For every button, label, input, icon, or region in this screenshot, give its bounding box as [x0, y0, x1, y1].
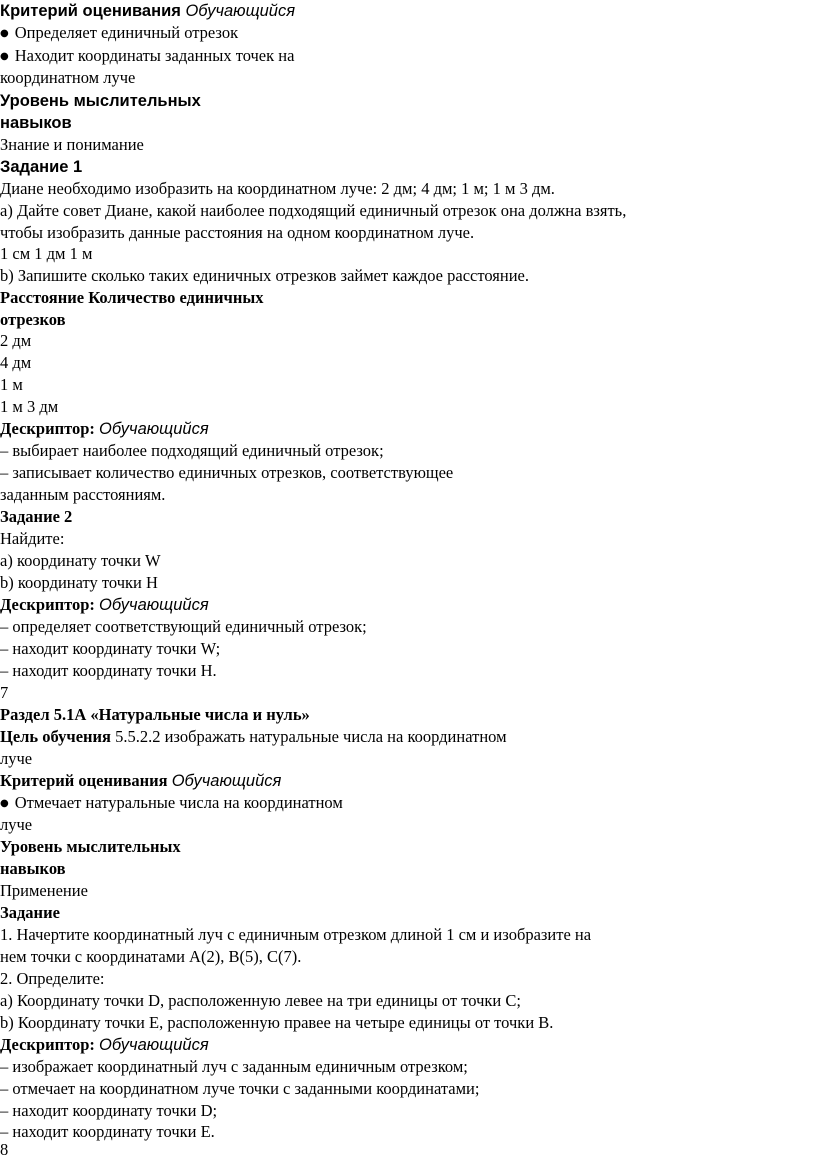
- distance-item: 2 дм: [0, 331, 32, 350]
- task-line: 2. Определите:: [0, 969, 105, 988]
- descriptor-heading: Дескриптор: Обучающийся: [0, 419, 209, 438]
- task1-title: Задание 1: [0, 158, 83, 176]
- task1-line: b) Запишите сколько таких единичных отрезков займет каждое расстояние.: [0, 266, 529, 285]
- descriptor-heading: Дескриптор: Обучающийся: [0, 1035, 209, 1054]
- distance-item: 4 дм: [0, 353, 32, 372]
- descriptor2-heading: Дескриптор: Обучающийся: [0, 595, 209, 614]
- task2-line: b) координату точки H: [0, 573, 158, 592]
- page-number: 8: [0, 1140, 9, 1159]
- task1-line: 1 см 1 дм 1 м: [0, 244, 93, 263]
- task1-line: Диане необходимо изобразить на координатном луче: 2 дм; 4 дм; 1 м; 1 м 3 дм.: [0, 179, 555, 198]
- level-label: Уровень мыслительных: [0, 837, 181, 856]
- task-line: нем точки с координатами A(2), B(5), C(7).: [0, 947, 302, 966]
- bullet-icon: ●: [0, 798, 9, 809]
- level-value: Применение: [0, 881, 88, 900]
- descriptor2-line: – находит координату точки W;: [0, 639, 221, 658]
- table-header: Расстояние Количество единичных: [0, 288, 264, 307]
- page-number: 7: [0, 683, 9, 702]
- level-value: Знание и понимание: [0, 135, 144, 154]
- task-line: b) Координату точки E, расположенную правее на четыре единицы от точки B.: [0, 1013, 554, 1032]
- task-line: а) Координату точки D, расположенную левее на три единицы от точки C;: [0, 991, 521, 1010]
- bullet-icon: ●: [0, 28, 9, 39]
- descriptor-line: – находит координату точки D;: [0, 1101, 218, 1120]
- descriptor-line: – выбирает наиболее подходящий единичный отрезок;: [0, 441, 384, 460]
- descriptor-line: – находит координату точки E.: [0, 1122, 215, 1141]
- criterion-item: ● Находит координаты заданных точек на: [0, 46, 295, 65]
- criterion-item-cont: луче: [0, 815, 33, 834]
- task2-line: а) координату точки W: [0, 551, 161, 570]
- descriptor-line: заданным расстояниям.: [0, 485, 166, 504]
- distance-item: 1 м 3 дм: [0, 397, 59, 416]
- task1-line: чтобы изобразить данные расстояния на одном координатном луче.: [0, 223, 475, 242]
- descriptor-line: – записывает количество единичных отрезков, соответствующее: [0, 463, 454, 482]
- criterion-item: ● Определяет единичный отрезок: [0, 23, 239, 42]
- task-title: Задание: [0, 903, 60, 922]
- task-line: 1. Начертите координатный луч с единичным отрезком длиной 1 см и изобразите на: [0, 925, 592, 944]
- task2-line: Найдите:: [0, 529, 65, 548]
- descriptor-line: – отмечает на координатном луче точки с заданными координатами;: [0, 1079, 480, 1098]
- descriptor2-line: – находит координату точки H.: [0, 661, 217, 680]
- section-title: Раздел 5.1А «Натуральные числа и нуль»: [0, 705, 310, 724]
- criterion-item: ● Отмечает натуральные числа на координатном: [0, 793, 343, 812]
- distance-item: 1 м: [0, 375, 23, 394]
- task2-title: Задание 2: [0, 507, 73, 526]
- level-label: Уровень мыслительных: [0, 92, 201, 110]
- goal-line: Цель обучения 5.5.2.2 изображать натуральные числа на координатном: [0, 727, 507, 746]
- criterion-item-cont: координатном луче: [0, 68, 136, 87]
- level-label-cont: навыков: [0, 859, 66, 878]
- descriptor-line: – изображает координатный луч с заданным единичным отрезком;: [0, 1057, 468, 1076]
- task1-line: а) Дайте совет Диане, какой наиболее подходящий единичный отрезок она должна взять,: [0, 201, 627, 220]
- goal-line-cont: луче: [0, 749, 33, 768]
- table-header-cont: отрезков: [0, 310, 66, 329]
- criterion-heading: Критерий оценивания Обучающийся: [0, 771, 282, 790]
- level-label-cont: навыков: [0, 114, 72, 132]
- bullet-icon: ●: [0, 51, 9, 62]
- descriptor2-line: – определяет соответствующий единичный отрезок;: [0, 617, 367, 636]
- criterion-heading: Критерий оценивания Обучающийся: [0, 2, 296, 20]
